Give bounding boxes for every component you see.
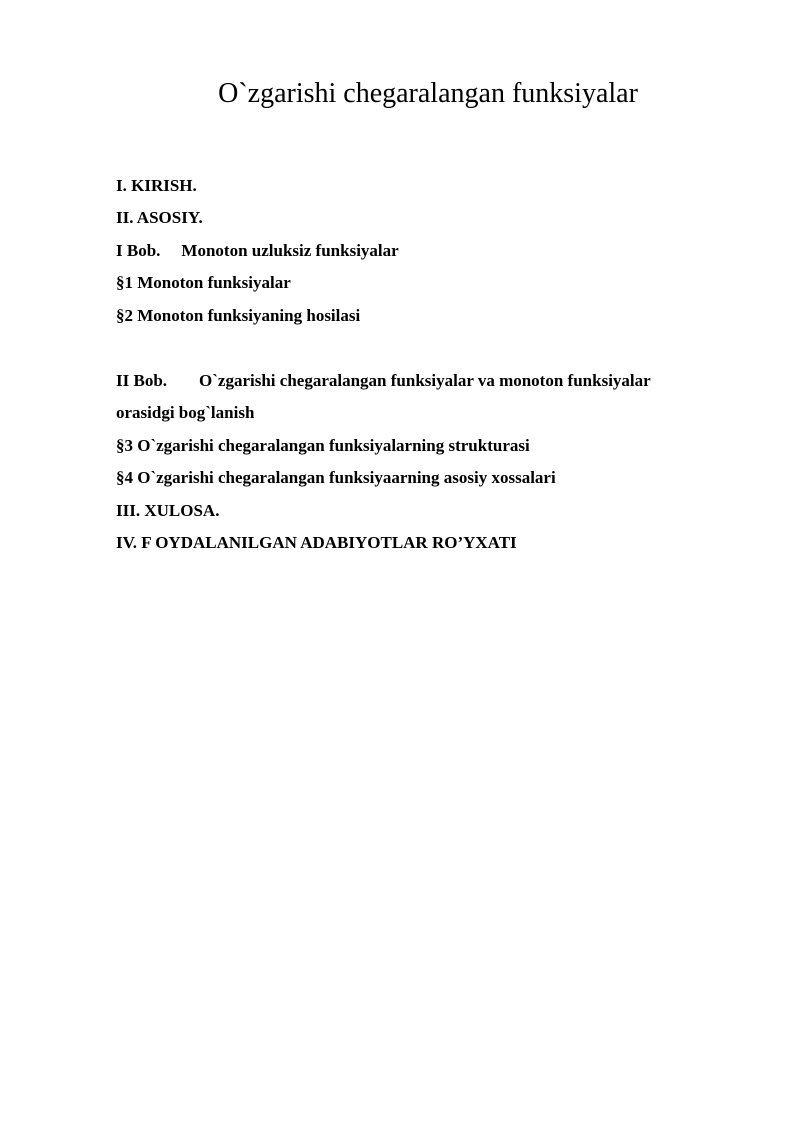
document-title: O`zgarishi chegaralangan funksiyalar: [218, 78, 638, 109]
toc-item-conclusion: III. XULOSA.: [116, 501, 220, 520]
toc-item-chapter2: [116, 370, 651, 392]
chapter2-title: O`zgarishi chegaralangan funksiyalar va monoton funksiyalar: [199, 371, 651, 390]
toc-item-section2: §2 Monoton funksiyaning hosilasi: [116, 306, 361, 325]
toc-item-chapter2-continued: orasidgi bog`lanish: [116, 403, 255, 422]
toc-item-section1: §1 Monoton funksiyalar: [116, 273, 291, 292]
toc-item-section3: §3 O`zgarishi chegaralangan funksiyalarning strukturasi: [116, 436, 530, 455]
toc-item-main: II. ASOSIY.: [116, 208, 203, 227]
chapter1-label: I Bob.: [116, 241, 161, 260]
chapter2-label: II Bob.: [116, 371, 168, 390]
chapter1-title: Monoton uzluksiz funksiyalar: [181, 241, 399, 260]
toc-item-references: IV. F OYDALANILGAN ADABIYOTLAR RO’YXATI: [116, 533, 517, 552]
toc-item-chapter1: [116, 240, 399, 262]
toc-item-intro: I. KIRISH.: [116, 176, 197, 195]
toc-item-section4: §4 O`zgarishi chegaralangan funksiyaarning asosiy xossalari: [116, 468, 556, 487]
